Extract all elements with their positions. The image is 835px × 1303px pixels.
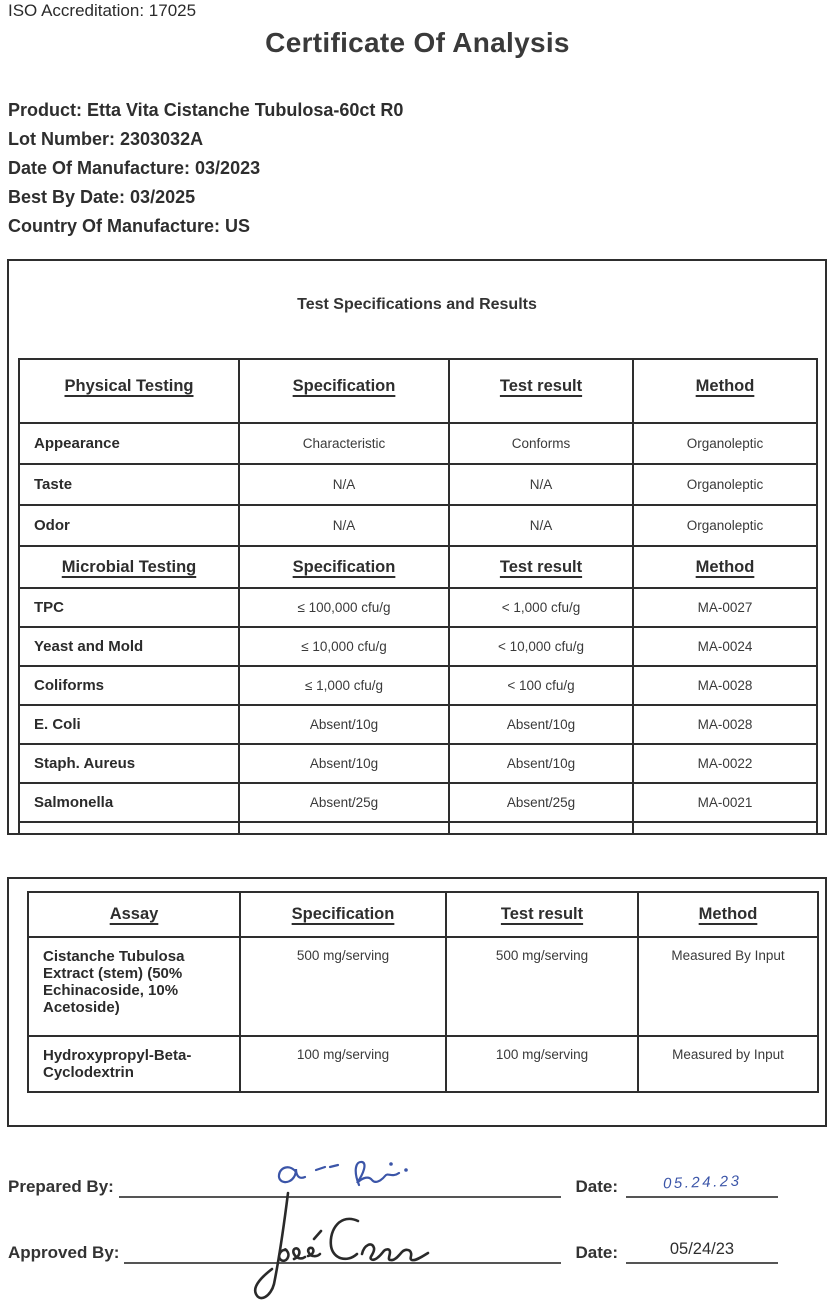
table-cell: < 10,000 cfu/g xyxy=(449,627,633,666)
product-info-block xyxy=(8,96,403,241)
spec-table xyxy=(18,358,818,835)
assay-box xyxy=(7,877,827,1127)
row-appearance xyxy=(19,423,817,464)
date-label: Date: xyxy=(575,1177,618,1196)
row-ecoli xyxy=(19,705,817,744)
manufacture-date-label: Date Of Manufacture: xyxy=(8,158,191,178)
approved-date-line xyxy=(626,1238,778,1264)
table-cell: Organoleptic xyxy=(633,505,817,546)
table-cell: E. Coli xyxy=(19,705,239,744)
column-header-method: Method xyxy=(638,892,818,937)
row-odor xyxy=(19,505,817,546)
table-cell: MA-0022 xyxy=(633,744,817,783)
column-header-specification: Specification xyxy=(239,359,449,423)
column-header-physical-testing: Physical Testing xyxy=(19,359,239,423)
prepared-by-label: Prepared By: xyxy=(8,1177,114,1196)
table-cell: Absent/10g xyxy=(449,744,633,783)
row-tpc xyxy=(19,588,817,627)
table-cell: Absent/25g xyxy=(239,783,449,822)
row-hydroxypropyl xyxy=(28,1036,818,1092)
lot-number-line xyxy=(8,125,403,154)
column-header-assay: Assay xyxy=(28,892,240,937)
country-label: Country Of Manufacture: xyxy=(8,216,221,236)
product-value: Etta Vita Cistanche Tubulosa-60ct R0 xyxy=(87,100,404,120)
table-cell: Absent/10g xyxy=(239,744,449,783)
table-cell: N/A xyxy=(239,464,449,505)
table-cell: ≤ 10,000 cfu/g xyxy=(239,627,449,666)
approved-date-value: 05/24/23 xyxy=(669,1240,735,1258)
row-salmonella xyxy=(19,783,817,822)
table-cell: Measured by Input xyxy=(638,1036,818,1092)
table-cell: Taste xyxy=(19,464,239,505)
page-title: Certificate Of Analysis xyxy=(265,27,570,58)
spec-results-box xyxy=(7,259,827,835)
table-cell: Conforms xyxy=(449,423,633,464)
table-cell: MA-0024 xyxy=(633,627,817,666)
table-cell: N/A xyxy=(239,505,449,546)
table-cell: < 1,000 cfu/g xyxy=(449,588,633,627)
approved-by-label: Approved By: xyxy=(8,1243,120,1262)
country-value: US xyxy=(225,216,251,236)
microbial-header-row xyxy=(19,546,817,588)
iso-accreditation-line: ISO Accreditation: 17025 xyxy=(8,1,197,20)
lot-number-value: 2303032A xyxy=(120,129,204,149)
column-header-microbial-testing: Microbial Testing xyxy=(19,546,239,588)
column-header-specification: Specification xyxy=(239,546,449,588)
date-label: Date: xyxy=(575,1243,618,1262)
table-cell: Yeast and Mold xyxy=(19,627,239,666)
spec-header-row xyxy=(19,359,817,423)
best-by-line xyxy=(8,183,403,212)
prepared-date-line xyxy=(626,1172,778,1198)
prepared-date-value: 05.24.23 xyxy=(662,1172,742,1193)
lot-number-label: Lot Number: xyxy=(8,129,115,149)
table-cell: Organoleptic xyxy=(633,464,817,505)
table-cell: 100 mg/serving xyxy=(446,1036,638,1092)
row-taste xyxy=(19,464,817,505)
product-line xyxy=(8,96,403,125)
table-cell: ≤ 100,000 cfu/g xyxy=(239,588,449,627)
row-coliforms xyxy=(19,666,817,705)
best-by-label: Best By Date: xyxy=(8,187,126,207)
table-cell: N/A xyxy=(449,505,633,546)
table-cell: Organoleptic xyxy=(633,423,817,464)
table-cell: N/A xyxy=(449,464,633,505)
column-header-method: Method xyxy=(633,546,817,588)
country-line xyxy=(8,212,403,241)
column-header-test-result: Test result xyxy=(449,359,633,423)
table-cell: Appearance xyxy=(19,423,239,464)
column-header-test-result: Test result xyxy=(449,546,633,588)
table-cell: 500 mg/serving xyxy=(446,937,638,1036)
table-cell: Cistanche Tubulosa Extract (stem) (50% Echinacoside, 10% Acetoside) xyxy=(28,937,240,1036)
table-cell: Coliforms xyxy=(19,666,239,705)
table-cell: Hydroxypropyl-Beta-Cyclodextrin xyxy=(28,1036,240,1092)
manufacture-date-value: 03/2023 xyxy=(195,158,261,178)
product-label: Product: xyxy=(8,100,82,120)
table-cell: 500 mg/serving xyxy=(240,937,446,1036)
assay-header-row xyxy=(28,892,818,937)
row-staph-aureus xyxy=(19,744,817,783)
assay-table xyxy=(27,891,819,1093)
table-cell: Absent/10g xyxy=(239,705,449,744)
table-cell: 100 mg/serving xyxy=(240,1036,446,1092)
table-cell: MA-0028 xyxy=(633,666,817,705)
row-yeast-mold xyxy=(19,627,817,666)
row-cistanche-extract xyxy=(28,937,818,1036)
table-cell: Staph. Aureus xyxy=(19,744,239,783)
table-cell: Measured By Input xyxy=(638,937,818,1036)
table-cell: MA-0028 xyxy=(633,705,817,744)
best-by-value: 03/2025 xyxy=(130,187,196,207)
approved-signature xyxy=(222,1191,436,1303)
table-cell: TPC xyxy=(19,588,239,627)
cutoff-row xyxy=(19,822,817,835)
column-header-specification: Specification xyxy=(240,892,446,937)
table-cell: Odor xyxy=(19,505,239,546)
table-cell: MA-0027 xyxy=(633,588,817,627)
table-cell: Absent/10g xyxy=(449,705,633,744)
table-cell: MA-0021 xyxy=(633,783,817,822)
column-header-method: Method xyxy=(633,359,817,423)
table-cell: < 100 cfu/g xyxy=(449,666,633,705)
spec-table-title: Test Specifications and Results xyxy=(297,296,537,313)
table-cell: Absent/25g xyxy=(449,783,633,822)
column-header-test-result: Test result xyxy=(446,892,638,937)
table-cell: Salmonella xyxy=(19,783,239,822)
table-cell: ≤ 1,000 cfu/g xyxy=(239,666,449,705)
manufacture-date-line xyxy=(8,154,403,183)
table-cell: Characteristic xyxy=(239,423,449,464)
